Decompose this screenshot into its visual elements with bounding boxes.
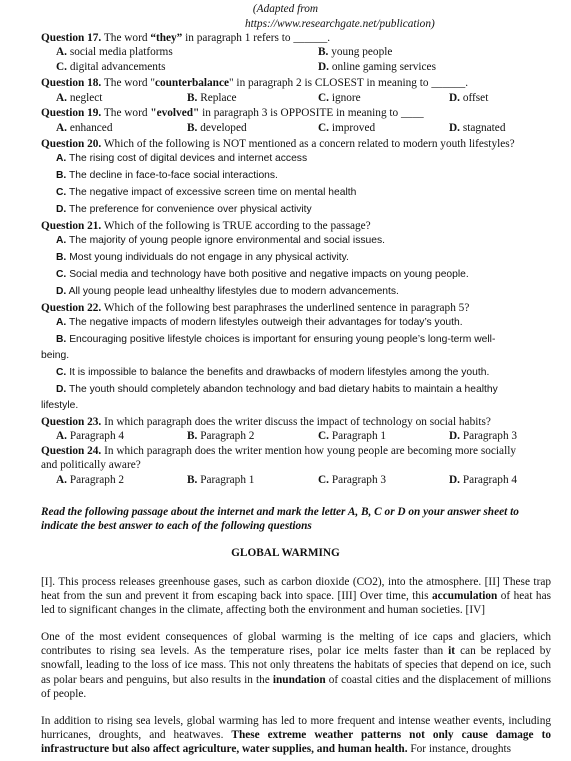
question-20-option-a[interactable]: A. The rising cost of digital devices and internet access <box>56 153 308 164</box>
answer-blank: ______. <box>293 32 331 44</box>
question-21-option-b[interactable]: B. Most young individuals do not engage in any physical activity. <box>56 252 349 263</box>
question-24-stem: Question 24. In which paragraph does the writer mention how young people are becoming more socially <box>41 445 516 457</box>
instruction-line-1: Read the following passage about the internet and mark the letter A, B, C or D on your answer sheet to <box>41 506 519 518</box>
passage-paragraph-1: [I]. This process releases greenhouse gases, such as carbon dioxide (CO2), into the atmosphere. [II] These trap heat from the sun and prevent it from escaping back into space. [III] Over time, this accumulation of heat has led to significant changes in the climate, affecting both the environment and human societies. [IV] <box>41 576 551 617</box>
question-24-option-d[interactable]: D. Paragraph 4 <box>449 474 518 486</box>
underlined-sentence-bold: These extreme weather patterns not only cause damage to infrastructure but also affect agriculture, water supplies, and human health. <box>41 729 551 756</box>
question-17-option-b[interactable]: B. young people <box>318 46 393 58</box>
question-19-label: Question 19. <box>41 107 102 119</box>
question-18-option-a[interactable]: A. neglect <box>56 92 103 104</box>
question-19-option-c[interactable]: C. improved <box>318 122 376 134</box>
question-19-keyword: "evolved" <box>150 107 200 119</box>
question-18-option-c[interactable]: C. ignore <box>318 92 361 104</box>
question-23-stem: Question 23. In which paragraph does the writer discuss the impact of technology on social habits? <box>41 416 491 428</box>
question-22-option-c[interactable]: C. It is impossible to balance the benefits and drawbacks of modern lifestyles among the youth. <box>56 367 490 378</box>
question-19-stem: Question 19. The word "evolved" in paragraph 3 is OPPOSITE in meaning to ____ <box>41 107 424 119</box>
source-line-1: (Adapted from <box>252 3 319 15</box>
question-19-option-d[interactable]: D. stagnated <box>449 122 506 134</box>
question-17-label: Question 17. <box>41 32 102 44</box>
passage-paragraph-2: One of the most evident consequences of global warming is the melting of ice caps and glaciers, which contributes to rising sea levels. As the temperature rises, polar ice melts faster than it can be replaced by snowfall, leading to the loss of ice mass. This not only threatens the habitats of species that depend on ice, such as polar bears and penguins, but also results in the inundation of coastal cities and the displacement of millions of people. <box>41 631 552 700</box>
question-20-option-d[interactable]: D. The preference for convenience over physical activity <box>56 204 312 215</box>
question-21-option-a[interactable]: A. The majority of young people ignore environmental and social issues. <box>56 235 385 246</box>
question-18-stem: Question 18. The word "counterbalance" in paragraph 2 is CLOSEST in meaning to ______. <box>41 77 469 89</box>
question-17-option-a[interactable]: A. social media platforms <box>56 46 173 58</box>
question-19-option-b[interactable]: B. developed <box>187 122 247 134</box>
passage-paragraph-3: In addition to rising sea levels, global warming has led to more frequent and intense weather events, including hurricanes, droughts, and heatwaves. These extreme weather patterns not only cause damage to infrastructure but also affect agriculture, water supplies, and human health. For instance, droughts <box>41 715 551 756</box>
question-22-label: Question 22. <box>41 302 102 314</box>
question-23-option-d[interactable]: D. Paragraph 3 <box>449 430 518 442</box>
answer-blank: ______. <box>431 77 469 89</box>
answer-blank: ____ <box>401 107 424 119</box>
question-24-option-a[interactable]: A. Paragraph 2 <box>56 474 125 486</box>
question-22-option-b[interactable]: B. Encouraging positive lifestyle choices is important for ensuring young people’s long-term well- <box>56 334 496 345</box>
question-23-label: Question 23. <box>41 416 102 428</box>
question-22-option-b-continued: being. <box>41 350 70 361</box>
instruction-line-2: indicate the best answer to each of the following questions <box>41 520 312 532</box>
question-20-option-b[interactable]: B. The decline in face-to-face social interactions. <box>56 170 278 181</box>
question-19-option-a[interactable]: A. enhanced <box>56 122 113 134</box>
question-24-label: Question 24. <box>41 445 102 457</box>
question-21-stem: Question 21. Which of the following is TRUE according to the passage? <box>41 220 371 232</box>
question-17-stem: Question 17. The word “they” in paragraph 1 refers to ______. <box>41 32 331 44</box>
question-18-option-d[interactable]: D. offset <box>449 92 489 104</box>
question-24-stem-continued: and politically aware? <box>41 459 141 471</box>
question-22-option-d[interactable]: D. The youth should completely abandon technology and bad dietary habits to maintain a healthy <box>56 384 498 395</box>
question-20-option-c[interactable]: C. The negative impact of excessive screen time on mental health <box>56 187 357 198</box>
keyword-inundation: inundation <box>272 673 326 686</box>
question-23-option-a[interactable]: A. Paragraph 4 <box>56 430 125 442</box>
question-22-option-d-continued: lifestyle. <box>41 400 79 411</box>
question-20-label: Question 20. <box>41 138 102 150</box>
question-22-stem: Question 22. Which of the following best paraphrases the underlined sentence in paragraph 5? <box>41 302 470 314</box>
question-18-label: Question 18. <box>41 77 102 89</box>
question-21-option-d[interactable]: D. All young people lead unhealthy lifestyles due to modern advancements. <box>56 286 399 297</box>
keyword-it: it <box>448 645 456 658</box>
question-18-keyword: counterbalance <box>154 77 229 89</box>
question-18-option-b[interactable]: B. Replace <box>187 92 237 104</box>
question-20-stem: Question 20. Which of the following is NOT mentioned as a concern related to modern youth lifestyles? <box>41 138 515 150</box>
question-23-option-c[interactable]: C. Paragraph 1 <box>318 430 387 442</box>
question-22-option-a[interactable]: A. The negative impacts of modern lifestyles outweigh their advantages for today’s youth. <box>56 317 463 328</box>
question-17-option-d[interactable]: D. online gaming services <box>318 61 436 73</box>
keyword-accumulation: accumulation <box>432 590 498 603</box>
question-24-option-c[interactable]: C. Paragraph 3 <box>318 474 387 486</box>
question-23-option-b[interactable]: B. Paragraph 2 <box>187 430 255 442</box>
source-line-2: https://www.researchgate.net/publication) <box>245 18 435 30</box>
question-17-option-c[interactable]: C. digital advancements <box>56 61 166 73</box>
question-21-option-c[interactable]: C. Social media and technology have both positive and negative impacts on young people. <box>56 269 469 280</box>
question-24-option-b[interactable]: B. Paragraph 1 <box>187 474 255 486</box>
question-21-label: Question 21. <box>41 220 102 232</box>
passage-title: GLOBAL WARMING <box>231 547 340 559</box>
question-17-keyword: “they” <box>150 32 183 44</box>
